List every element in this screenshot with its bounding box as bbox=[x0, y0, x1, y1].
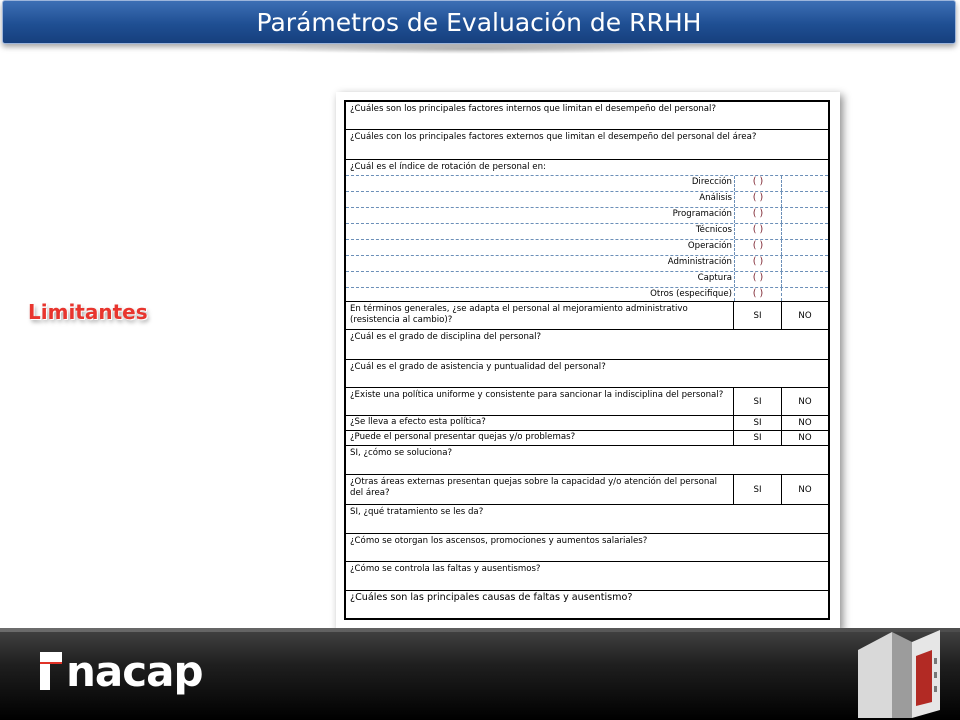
question-row-internal-factors bbox=[346, 102, 828, 130]
question-row-policy-applied bbox=[346, 416, 828, 431]
title-shadow bbox=[240, 44, 710, 54]
title-bar bbox=[2, 0, 956, 44]
rotation-mark-field[interactable]: ( ) bbox=[734, 288, 782, 301]
no-option[interactable]: NO bbox=[781, 431, 828, 445]
question-text: ¿Cuál es el grado de asistencia y puntualidad del personal? bbox=[350, 362, 606, 372]
question-row-promotions bbox=[346, 534, 828, 562]
question-row-solution bbox=[346, 446, 828, 475]
no-option[interactable]: NO bbox=[781, 475, 828, 504]
question-text: ¿Existe una política uniforme y consistente para sancionar la indisciplina del personal? bbox=[350, 390, 724, 400]
rotation-mark-field[interactable]: ( ) bbox=[734, 176, 782, 191]
inacap-logo-mark-icon bbox=[40, 652, 62, 690]
yes-option[interactable]: SI bbox=[733, 475, 781, 504]
rotation-row-tecnicos bbox=[346, 224, 828, 240]
yes-option[interactable]: SI bbox=[733, 431, 781, 445]
rotation-mark-field[interactable]: ( ) bbox=[734, 224, 782, 239]
questionnaire-sheet bbox=[336, 92, 840, 630]
section-label: Limitantes bbox=[28, 300, 148, 324]
question-text: SI, ¿cómo se soluciona? bbox=[350, 448, 453, 458]
question-row-rotation bbox=[346, 160, 828, 176]
building-icon bbox=[852, 620, 948, 718]
rotation-row-programacion bbox=[346, 208, 828, 224]
question-text: ¿Cuál es el índice de rotación de personal en: bbox=[350, 162, 546, 172]
no-option[interactable]: NO bbox=[781, 416, 828, 430]
yes-option[interactable]: SI bbox=[733, 302, 781, 329]
question-row-policy bbox=[346, 388, 828, 416]
questionnaire-form bbox=[344, 100, 830, 620]
question-row-discipline bbox=[346, 330, 828, 360]
rotation-label: Otros (especifique) bbox=[650, 289, 732, 299]
question-text: SI, ¿qué tratamiento se les da? bbox=[350, 507, 484, 517]
rotation-row-direccion bbox=[346, 176, 828, 192]
question-text: ¿Cómo se controla las faltas y ausentismos? bbox=[350, 564, 541, 574]
question-text: ¿Se lleva a efecto esta política? bbox=[350, 417, 486, 427]
rotation-label: Análisis bbox=[699, 193, 732, 203]
rotation-mark-field[interactable]: ( ) bbox=[734, 192, 782, 207]
no-option[interactable]: NO bbox=[781, 388, 828, 415]
question-row-adaptation bbox=[346, 302, 828, 330]
question-row-absence-control bbox=[346, 562, 828, 591]
question-text: ¿Cuáles son los principales factores internos que limitan el desempeño del personal? bbox=[350, 104, 717, 114]
inacap-logo bbox=[40, 646, 203, 696]
rotation-label: Dirección bbox=[691, 177, 732, 187]
rotation-mark-field[interactable]: ( ) bbox=[734, 240, 782, 255]
question-text: ¿Cuáles con los principales factores externos que limitan el desempeño del personal del área? bbox=[350, 132, 757, 142]
question-text: ¿Puede el personal presentar quejas y/o problemas? bbox=[350, 432, 576, 442]
no-option[interactable]: NO bbox=[781, 302, 828, 329]
rotation-label: Captura bbox=[697, 273, 732, 283]
question-text: En términos generales, ¿se adapta el personal al mejoramiento administrativo (resistencia al cambio)? bbox=[350, 304, 688, 325]
question-row-attendance bbox=[346, 360, 828, 388]
logo-text: nacap bbox=[66, 646, 203, 696]
rotation-mark-field[interactable]: ( ) bbox=[734, 256, 782, 271]
rotation-label: Administración bbox=[667, 257, 732, 267]
question-row-absence-causes bbox=[346, 591, 828, 618]
question-row-complaints bbox=[346, 431, 828, 446]
rotation-row-otros bbox=[346, 288, 828, 302]
rotation-label: Operación bbox=[687, 241, 732, 251]
question-row-external-factors bbox=[346, 130, 828, 160]
question-row-external-complaints bbox=[346, 475, 828, 505]
page-title: Parámetros de Evaluación de RRHH bbox=[256, 7, 702, 37]
rotation-row-operacion bbox=[346, 240, 828, 256]
yes-option[interactable]: SI bbox=[733, 388, 781, 415]
question-text: ¿Cuáles son las principales causas de faltas y ausentismo? bbox=[350, 592, 633, 603]
rotation-row-analisis bbox=[346, 192, 828, 208]
rotation-label: Técnicos bbox=[695, 225, 732, 235]
rotation-label: Programación bbox=[672, 209, 732, 219]
question-row-treatment bbox=[346, 505, 828, 534]
yes-option[interactable]: SI bbox=[733, 416, 781, 430]
rotation-row-captura bbox=[346, 272, 828, 288]
rotation-mark-field[interactable]: ( ) bbox=[734, 272, 782, 287]
rotation-mark-field[interactable]: ( ) bbox=[734, 208, 782, 223]
rotation-row-administracion bbox=[346, 256, 828, 272]
question-text: ¿Cómo se otorgan los ascensos, promociones y aumentos salariales? bbox=[350, 536, 648, 546]
question-text: ¿Otras áreas externas presentan quejas sobre la capacidad y/o atención del personal del área? bbox=[350, 477, 717, 498]
question-text: ¿Cuál es el grado de disciplina del personal? bbox=[350, 332, 542, 342]
